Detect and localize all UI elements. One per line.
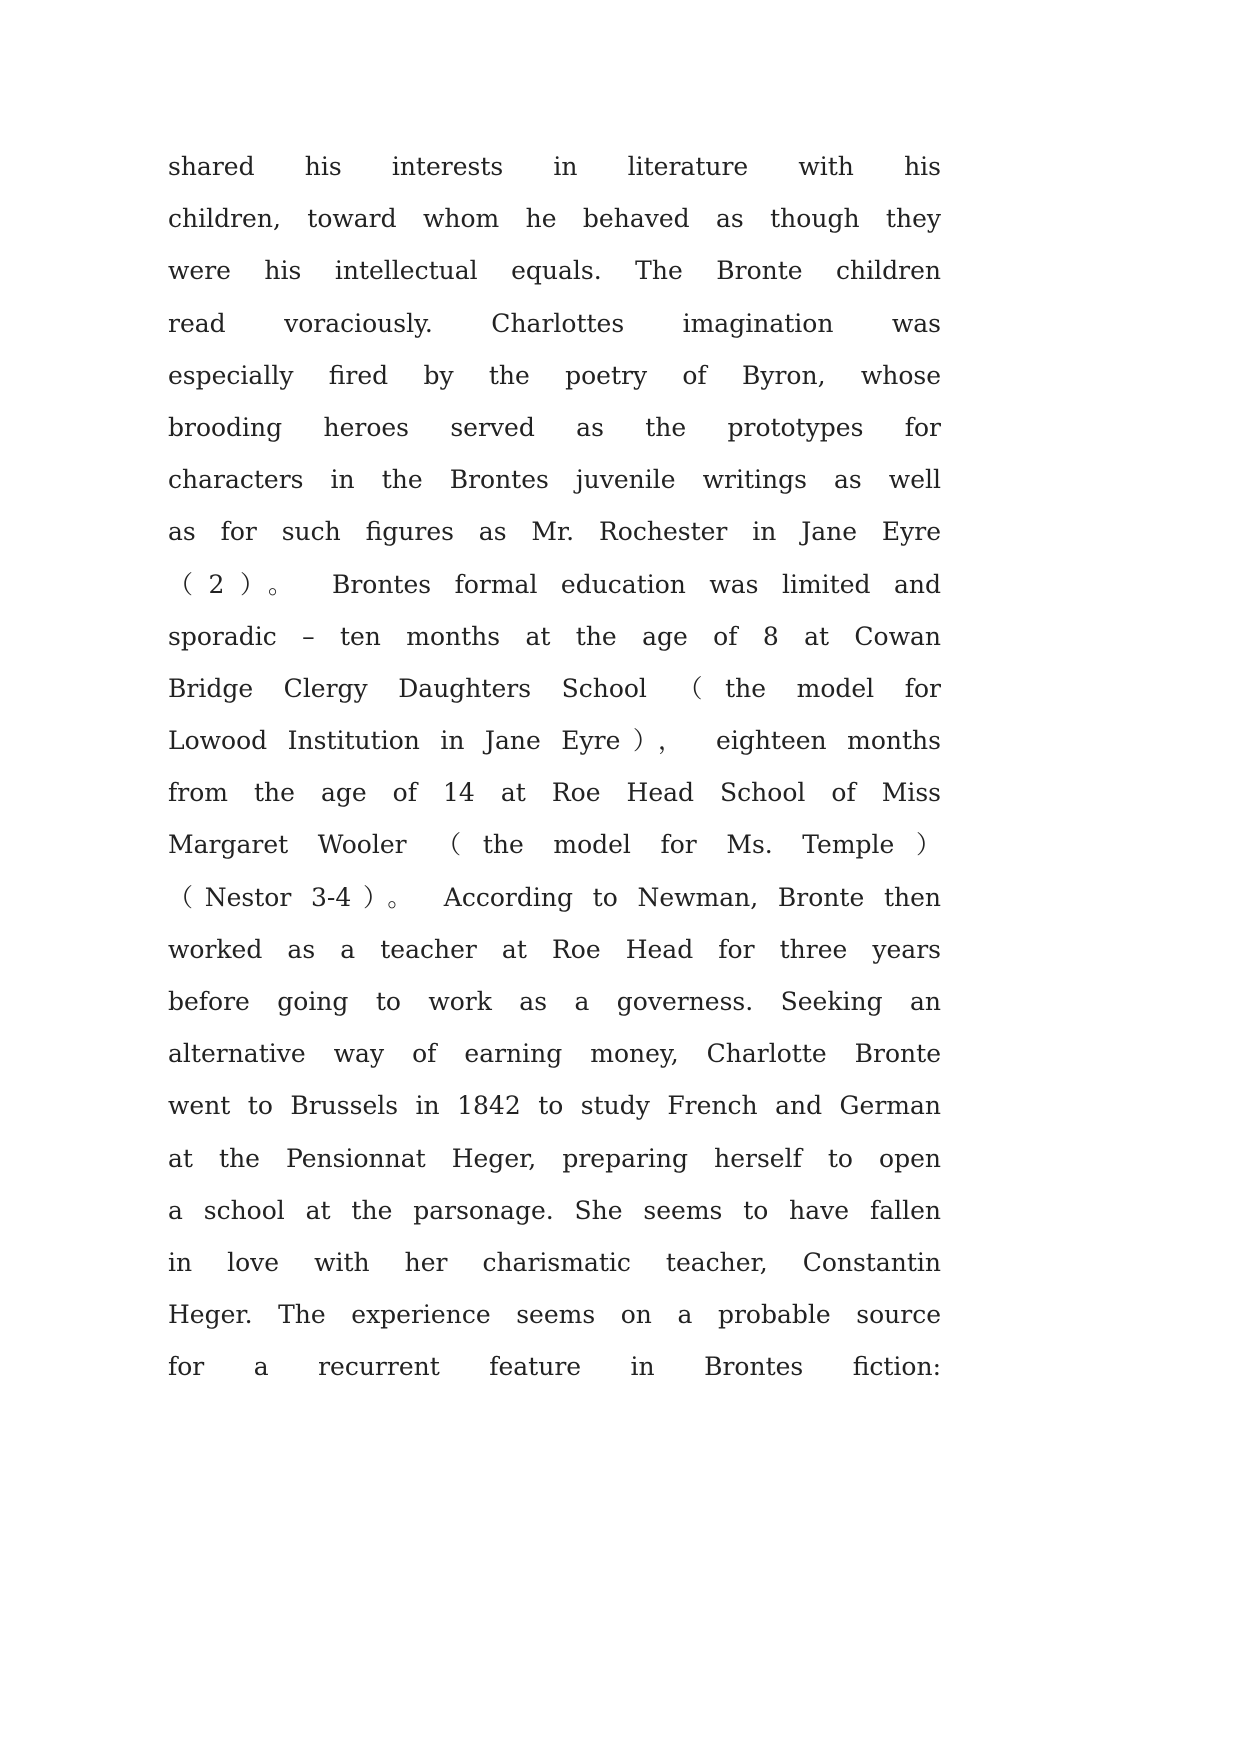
text-line: Lowood Institution in Jane Eyre）， eighteen months (168, 726, 941, 756)
text-line: shared his interests in literature with his (168, 152, 941, 181)
text-line: read voraciously. Charlottes imagination was (168, 308, 941, 338)
text-line: Heger. The experience seems on a probable source (168, 1300, 941, 1330)
text-line: were his intellectual equals. The Bronte children (168, 256, 941, 286)
text-line: from the age of 14 at Roe Head School of Miss (168, 778, 941, 808)
text-line: sporadic – ten months at the age of 8 at Cowan (168, 621, 941, 651)
text-line: before going to work as a governess. Seeking an (168, 987, 941, 1016)
text-line: as for such figures as Mr. Rochester in Jane Eyre (168, 517, 941, 547)
text-line: in love with her charismatic teacher, Constantin (168, 1247, 941, 1277)
text-line: Margaret Wooler （the model for Ms. Temple） (168, 830, 941, 860)
text-line: Bridge Clergy Daughters School （the model for (168, 673, 941, 703)
body-paragraph (168, 146, 941, 1399)
text-line: a school at the parsonage. She seems to have fallen (168, 1195, 941, 1225)
text-line: for a recurrent feature in Brontes fiction: (168, 1352, 941, 1382)
text-line: alternative way of earning money, Charlotte Bronte (168, 1039, 941, 1069)
text-line: especially fired by the poetry of Byron, whose (168, 360, 941, 390)
text-line: worked as a teacher at Roe Head for three years (168, 934, 941, 964)
text-line: characters in the Brontes juvenile writings as well (168, 465, 941, 495)
text-line: brooding heroes served as the prototypes for (168, 412, 941, 442)
text-line: （Nestor 3-4）。 According to Newman, Bronte then (168, 882, 941, 912)
text-line: （2）。 Brontes formal education was limited and (168, 569, 941, 599)
text-line: children, toward whom he behaved as though they (168, 204, 941, 234)
text-line: went to Brussels in 1842 to study French and German (168, 1091, 941, 1121)
text-line: at the Pensionnat Heger, preparing herself to open (168, 1143, 941, 1173)
